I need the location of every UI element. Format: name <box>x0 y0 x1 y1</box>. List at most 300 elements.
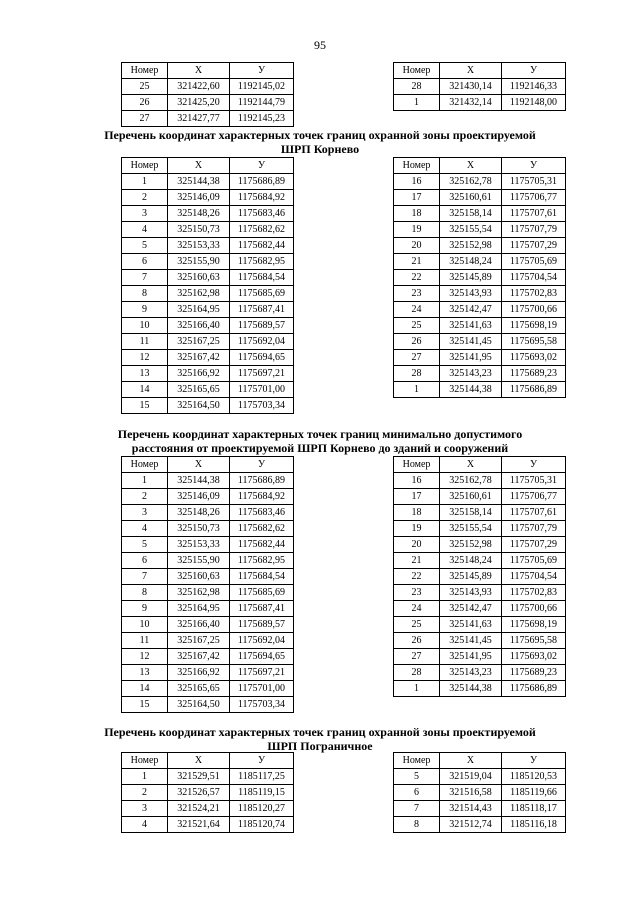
point-number-cell: 9 <box>122 601 168 617</box>
y-coordinate-cell: 1175682,44 <box>230 537 294 553</box>
y-coordinate-cell: 1175701,00 <box>230 382 294 398</box>
y-coordinate-cell: 1175685,69 <box>230 286 294 302</box>
table-row <box>394 553 566 569</box>
point-number-cell: 23 <box>394 286 440 302</box>
table-row <box>122 222 294 238</box>
point-number-cell: 27 <box>122 111 168 127</box>
table-header-row <box>394 753 566 769</box>
column-header-number: Номер <box>122 158 168 174</box>
y-coordinate-cell: 1192145,23 <box>230 111 294 127</box>
table-row <box>122 665 294 681</box>
point-number-cell: 20 <box>394 238 440 254</box>
point-number-cell: 6 <box>394 785 440 801</box>
point-number-cell: 11 <box>122 334 168 350</box>
x-coordinate-cell: 325165,65 <box>168 382 230 398</box>
table-row <box>394 190 566 206</box>
x-coordinate-cell: 321526,57 <box>168 785 230 801</box>
x-coordinate-cell: 325143,93 <box>440 286 502 302</box>
point-number-cell: 19 <box>394 521 440 537</box>
section-title-line: Перечень координат характерных точек границ минимально допустимого <box>117 427 523 441</box>
y-coordinate-cell: 1185119,15 <box>230 785 294 801</box>
point-number-cell: 27 <box>394 350 440 366</box>
point-number-cell: 25 <box>122 79 168 95</box>
section-title <box>0 128 640 156</box>
y-coordinate-cell: 1175703,34 <box>230 697 294 713</box>
y-coordinate-cell: 1185117,25 <box>230 769 294 785</box>
table-row <box>122 785 294 801</box>
x-coordinate-cell: 325141,45 <box>440 633 502 649</box>
table-row <box>122 505 294 521</box>
point-number-cell: 17 <box>394 190 440 206</box>
y-coordinate-cell: 1185118,17 <box>502 801 566 817</box>
table-row <box>394 601 566 617</box>
x-coordinate-cell: 325148,24 <box>440 254 502 270</box>
y-coordinate-cell: 1175702,83 <box>502 286 566 302</box>
y-coordinate-cell: 1185119,66 <box>502 785 566 801</box>
y-coordinate-cell: 1175682,95 <box>230 254 294 270</box>
y-coordinate-cell: 1175707,61 <box>502 505 566 521</box>
y-coordinate-cell: 1175685,69 <box>230 585 294 601</box>
table-row <box>122 617 294 633</box>
point-number-cell: 1 <box>122 473 168 489</box>
section-title-line: ШРП Корнево <box>280 142 360 156</box>
point-number-cell: 6 <box>122 553 168 569</box>
x-coordinate-cell: 325162,98 <box>168 585 230 601</box>
point-number-cell: 5 <box>122 537 168 553</box>
point-number-cell: 18 <box>394 505 440 521</box>
column-header-number: Номер <box>394 63 440 79</box>
y-coordinate-cell: 1175687,41 <box>230 601 294 617</box>
y-coordinate-cell: 1175682,62 <box>230 521 294 537</box>
y-coordinate-cell: 1175686,89 <box>502 681 566 697</box>
x-coordinate-cell: 321430,14 <box>440 79 502 95</box>
y-coordinate-cell: 1175689,57 <box>230 318 294 334</box>
y-coordinate-cell: 1185120,53 <box>502 769 566 785</box>
column-header-y: У <box>230 753 294 769</box>
x-coordinate-cell: 325142,47 <box>440 302 502 318</box>
table-row <box>122 769 294 785</box>
table-row <box>122 817 294 833</box>
point-number-cell: 14 <box>122 681 168 697</box>
y-coordinate-cell: 1175689,57 <box>230 617 294 633</box>
point-number-cell: 8 <box>394 817 440 833</box>
y-coordinate-cell: 1175701,00 <box>230 681 294 697</box>
table-row <box>122 489 294 505</box>
x-coordinate-cell: 325167,42 <box>168 350 230 366</box>
coordinates-table-left <box>121 752 294 833</box>
x-coordinate-cell: 321524,21 <box>168 801 230 817</box>
column-header-x: X <box>440 457 502 473</box>
point-number-cell: 13 <box>122 366 168 382</box>
y-coordinate-cell: 1175689,23 <box>502 366 566 382</box>
y-coordinate-cell: 1175684,92 <box>230 489 294 505</box>
column-header-x: X <box>168 158 230 174</box>
table-row <box>394 222 566 238</box>
point-number-cell: 9 <box>122 302 168 318</box>
y-coordinate-cell: 1185120,27 <box>230 801 294 817</box>
column-header-x: X <box>168 457 230 473</box>
point-number-cell: 27 <box>394 649 440 665</box>
table-row <box>122 649 294 665</box>
point-number-cell: 8 <box>122 585 168 601</box>
x-coordinate-cell: 325148,24 <box>440 553 502 569</box>
point-number-cell: 18 <box>394 206 440 222</box>
y-coordinate-cell: 1175682,62 <box>230 222 294 238</box>
point-number-cell: 5 <box>394 769 440 785</box>
point-number-cell: 26 <box>394 633 440 649</box>
column-header-number: Номер <box>122 753 168 769</box>
y-coordinate-cell: 1192146,33 <box>502 79 566 95</box>
column-header-y: У <box>502 158 566 174</box>
table-row <box>394 302 566 318</box>
point-number-cell: 28 <box>394 79 440 95</box>
point-number-cell: 24 <box>394 601 440 617</box>
x-coordinate-cell: 321512,74 <box>440 817 502 833</box>
x-coordinate-cell: 325145,89 <box>440 569 502 585</box>
x-coordinate-cell: 321521,64 <box>168 817 230 833</box>
table-row <box>394 785 566 801</box>
point-number-cell: 12 <box>122 350 168 366</box>
x-coordinate-cell: 325160,61 <box>440 489 502 505</box>
y-coordinate-cell: 1175693,02 <box>502 649 566 665</box>
coordinates-table-left <box>121 456 294 713</box>
y-coordinate-cell: 1175706,77 <box>502 489 566 505</box>
point-number-cell: 20 <box>394 537 440 553</box>
table-row <box>394 817 566 833</box>
point-number-cell: 4 <box>122 521 168 537</box>
y-coordinate-cell: 1175684,92 <box>230 190 294 206</box>
table-row <box>394 505 566 521</box>
table-row <box>122 801 294 817</box>
point-number-cell: 7 <box>122 270 168 286</box>
point-number-cell: 16 <box>394 174 440 190</box>
x-coordinate-cell: 325144,38 <box>440 382 502 398</box>
x-coordinate-cell: 325142,47 <box>440 601 502 617</box>
point-number-cell: 25 <box>394 318 440 334</box>
table-header-row <box>122 63 294 79</box>
column-header-x: X <box>440 63 502 79</box>
point-number-cell: 1 <box>122 769 168 785</box>
y-coordinate-cell: 1192145,02 <box>230 79 294 95</box>
x-coordinate-cell: 325155,90 <box>168 553 230 569</box>
point-number-cell: 26 <box>122 95 168 111</box>
table-row <box>394 681 566 697</box>
table-row <box>122 601 294 617</box>
y-coordinate-cell: 1175707,61 <box>502 206 566 222</box>
section-title <box>0 427 640 455</box>
x-coordinate-cell: 325160,61 <box>440 190 502 206</box>
point-number-cell: 28 <box>394 366 440 382</box>
table-row <box>122 521 294 537</box>
table-row <box>394 489 566 505</box>
y-coordinate-cell: 1175698,19 <box>502 318 566 334</box>
y-coordinate-cell: 1192148,00 <box>502 95 566 111</box>
column-header-y: У <box>230 158 294 174</box>
coordinates-table-left <box>121 62 294 127</box>
y-coordinate-cell: 1175707,79 <box>502 222 566 238</box>
point-number-cell: 3 <box>122 505 168 521</box>
y-coordinate-cell: 1175684,54 <box>230 569 294 585</box>
table-row <box>122 334 294 350</box>
table-row <box>122 473 294 489</box>
x-coordinate-cell: 325141,63 <box>440 318 502 334</box>
y-coordinate-cell: 1175704,54 <box>502 569 566 585</box>
x-coordinate-cell: 325160,63 <box>168 569 230 585</box>
x-coordinate-cell: 321514,43 <box>440 801 502 817</box>
y-coordinate-cell: 1175683,46 <box>230 505 294 521</box>
x-coordinate-cell: 325166,40 <box>168 318 230 334</box>
point-number-cell: 19 <box>394 222 440 238</box>
column-header-x: X <box>440 753 502 769</box>
x-coordinate-cell: 321425,20 <box>168 95 230 111</box>
point-number-cell: 22 <box>394 569 440 585</box>
table-row <box>394 473 566 489</box>
point-number-cell: 1 <box>394 95 440 111</box>
y-coordinate-cell: 1192144,79 <box>230 95 294 111</box>
coordinates-table-left <box>121 157 294 414</box>
table-header-row <box>394 158 566 174</box>
table-row <box>394 254 566 270</box>
x-coordinate-cell: 325155,90 <box>168 254 230 270</box>
column-header-number: Номер <box>394 753 440 769</box>
y-coordinate-cell: 1175705,31 <box>502 174 566 190</box>
x-coordinate-cell: 325166,92 <box>168 665 230 681</box>
y-coordinate-cell: 1175707,79 <box>502 521 566 537</box>
column-header-y: У <box>502 63 566 79</box>
x-coordinate-cell: 325143,93 <box>440 585 502 601</box>
y-coordinate-cell: 1175692,04 <box>230 334 294 350</box>
column-header-number: Номер <box>122 63 168 79</box>
x-coordinate-cell: 325160,63 <box>168 270 230 286</box>
y-coordinate-cell: 1175700,66 <box>502 601 566 617</box>
table-row <box>394 633 566 649</box>
y-coordinate-cell: 1175693,02 <box>502 350 566 366</box>
y-coordinate-cell: 1175692,04 <box>230 633 294 649</box>
y-coordinate-cell: 1175705,69 <box>502 553 566 569</box>
x-coordinate-cell: 325153,33 <box>168 537 230 553</box>
x-coordinate-cell: 325150,73 <box>168 222 230 238</box>
x-coordinate-cell: 325146,09 <box>168 489 230 505</box>
y-coordinate-cell: 1175706,77 <box>502 190 566 206</box>
table-row <box>394 585 566 601</box>
x-coordinate-cell: 325155,54 <box>440 222 502 238</box>
x-coordinate-cell: 325167,42 <box>168 649 230 665</box>
table-row <box>394 350 566 366</box>
table-row <box>394 334 566 350</box>
x-coordinate-cell: 321529,51 <box>168 769 230 785</box>
x-coordinate-cell: 325158,14 <box>440 206 502 222</box>
column-header-number: Номер <box>122 457 168 473</box>
table-header-row <box>394 63 566 79</box>
x-coordinate-cell: 325164,95 <box>168 302 230 318</box>
x-coordinate-cell: 325155,54 <box>440 521 502 537</box>
table-row <box>394 649 566 665</box>
table-row <box>394 569 566 585</box>
y-coordinate-cell: 1175684,54 <box>230 270 294 286</box>
point-number-cell: 23 <box>394 585 440 601</box>
point-number-cell: 15 <box>122 697 168 713</box>
y-coordinate-cell: 1175698,19 <box>502 617 566 633</box>
point-number-cell: 4 <box>122 817 168 833</box>
point-number-cell: 6 <box>122 254 168 270</box>
point-number-cell: 22 <box>394 270 440 286</box>
table-row <box>394 286 566 302</box>
x-coordinate-cell: 325152,98 <box>440 238 502 254</box>
column-header-y: У <box>502 753 566 769</box>
x-coordinate-cell: 325164,50 <box>168 398 230 414</box>
table-header-row <box>394 457 566 473</box>
y-coordinate-cell: 1185116,18 <box>502 817 566 833</box>
table-row <box>394 238 566 254</box>
y-coordinate-cell: 1175705,31 <box>502 473 566 489</box>
table-row <box>394 521 566 537</box>
y-coordinate-cell: 1175694,65 <box>230 649 294 665</box>
point-number-cell: 2 <box>122 190 168 206</box>
x-coordinate-cell: 325144,38 <box>168 473 230 489</box>
y-coordinate-cell: 1175682,95 <box>230 553 294 569</box>
x-coordinate-cell: 325144,38 <box>440 681 502 697</box>
x-coordinate-cell: 325162,78 <box>440 174 502 190</box>
point-number-cell: 17 <box>394 489 440 505</box>
y-coordinate-cell: 1175686,89 <box>502 382 566 398</box>
x-coordinate-cell: 325162,78 <box>440 473 502 489</box>
table-row <box>122 585 294 601</box>
table-row <box>394 617 566 633</box>
x-coordinate-cell: 325153,33 <box>168 238 230 254</box>
x-coordinate-cell: 325164,50 <box>168 697 230 713</box>
table-row <box>122 190 294 206</box>
table-row <box>122 681 294 697</box>
table-row <box>122 238 294 254</box>
y-coordinate-cell: 1185120,74 <box>230 817 294 833</box>
x-coordinate-cell: 325165,65 <box>168 681 230 697</box>
point-number-cell: 5 <box>122 238 168 254</box>
table-row <box>122 286 294 302</box>
table-row <box>394 769 566 785</box>
y-coordinate-cell: 1175695,58 <box>502 633 566 649</box>
x-coordinate-cell: 325164,95 <box>168 601 230 617</box>
point-number-cell: 1 <box>394 382 440 398</box>
x-coordinate-cell: 325141,95 <box>440 649 502 665</box>
table-header-row <box>122 457 294 473</box>
y-coordinate-cell: 1175707,29 <box>502 537 566 553</box>
y-coordinate-cell: 1175703,34 <box>230 398 294 414</box>
y-coordinate-cell: 1175683,46 <box>230 206 294 222</box>
table-row <box>122 350 294 366</box>
coordinates-table-right <box>393 752 566 833</box>
x-coordinate-cell: 321516,58 <box>440 785 502 801</box>
table-row <box>122 254 294 270</box>
x-coordinate-cell: 325146,09 <box>168 190 230 206</box>
table-header-row <box>122 753 294 769</box>
y-coordinate-cell: 1175705,69 <box>502 254 566 270</box>
table-row <box>122 79 294 95</box>
y-coordinate-cell: 1175682,44 <box>230 238 294 254</box>
x-coordinate-cell: 321432,14 <box>440 95 502 111</box>
point-number-cell: 14 <box>122 382 168 398</box>
coordinates-table-right <box>393 62 566 111</box>
table-row <box>122 366 294 382</box>
y-coordinate-cell: 1175704,54 <box>502 270 566 286</box>
y-coordinate-cell: 1175697,21 <box>230 366 294 382</box>
section-title-line: ШРП Пограничное <box>267 739 373 753</box>
y-coordinate-cell: 1175707,29 <box>502 238 566 254</box>
y-coordinate-cell: 1175697,21 <box>230 665 294 681</box>
x-coordinate-cell: 325166,92 <box>168 366 230 382</box>
table-row <box>394 366 566 382</box>
x-coordinate-cell: 325162,98 <box>168 286 230 302</box>
table-row <box>122 95 294 111</box>
y-coordinate-cell: 1175686,89 <box>230 473 294 489</box>
table-row <box>394 382 566 398</box>
point-number-cell: 2 <box>122 785 168 801</box>
table-header-row <box>122 158 294 174</box>
y-coordinate-cell: 1175700,66 <box>502 302 566 318</box>
table-row <box>122 537 294 553</box>
table-row <box>394 537 566 553</box>
column-header-x: X <box>168 753 230 769</box>
point-number-cell: 2 <box>122 489 168 505</box>
table-row <box>394 79 566 95</box>
table-row <box>394 174 566 190</box>
table-row <box>122 302 294 318</box>
column-header-y: У <box>502 457 566 473</box>
point-number-cell: 7 <box>394 801 440 817</box>
table-row <box>122 553 294 569</box>
column-header-x: X <box>168 63 230 79</box>
table-row <box>122 111 294 127</box>
section-title-line: Перечень координат характерных точек границ охранной зоны проектируемой <box>104 725 536 739</box>
y-coordinate-cell: 1175702,83 <box>502 585 566 601</box>
column-header-y: У <box>230 457 294 473</box>
x-coordinate-cell: 325158,14 <box>440 505 502 521</box>
section-title-line: расстояния от проектируемой ШРП Корнево до зданий и сооружений <box>131 441 509 455</box>
table-row <box>394 318 566 334</box>
y-coordinate-cell: 1175695,58 <box>502 334 566 350</box>
y-coordinate-cell: 1175689,23 <box>502 665 566 681</box>
x-coordinate-cell: 325166,40 <box>168 617 230 633</box>
table-row <box>122 270 294 286</box>
x-coordinate-cell: 325143,23 <box>440 665 502 681</box>
coordinates-table-right <box>393 456 566 697</box>
point-number-cell: 3 <box>122 206 168 222</box>
point-number-cell: 12 <box>122 649 168 665</box>
point-number-cell: 24 <box>394 302 440 318</box>
x-coordinate-cell: 321422,60 <box>168 79 230 95</box>
point-number-cell: 7 <box>122 569 168 585</box>
point-number-cell: 4 <box>122 222 168 238</box>
x-coordinate-cell: 321427,77 <box>168 111 230 127</box>
section-title <box>0 725 640 753</box>
y-coordinate-cell: 1175687,41 <box>230 302 294 318</box>
y-coordinate-cell: 1175694,65 <box>230 350 294 366</box>
x-coordinate-cell: 325144,38 <box>168 174 230 190</box>
x-coordinate-cell: 321519,04 <box>440 769 502 785</box>
table-row <box>122 206 294 222</box>
x-coordinate-cell: 325148,26 <box>168 206 230 222</box>
x-coordinate-cell: 325145,89 <box>440 270 502 286</box>
x-coordinate-cell: 325167,25 <box>168 633 230 649</box>
column-header-number: Номер <box>394 457 440 473</box>
table-row <box>122 633 294 649</box>
table-row <box>394 270 566 286</box>
table-row <box>122 398 294 414</box>
point-number-cell: 3 <box>122 801 168 817</box>
point-number-cell: 25 <box>394 617 440 633</box>
y-coordinate-cell: 1175686,89 <box>230 174 294 190</box>
column-header-x: X <box>440 158 502 174</box>
coordinates-table-right <box>393 157 566 398</box>
